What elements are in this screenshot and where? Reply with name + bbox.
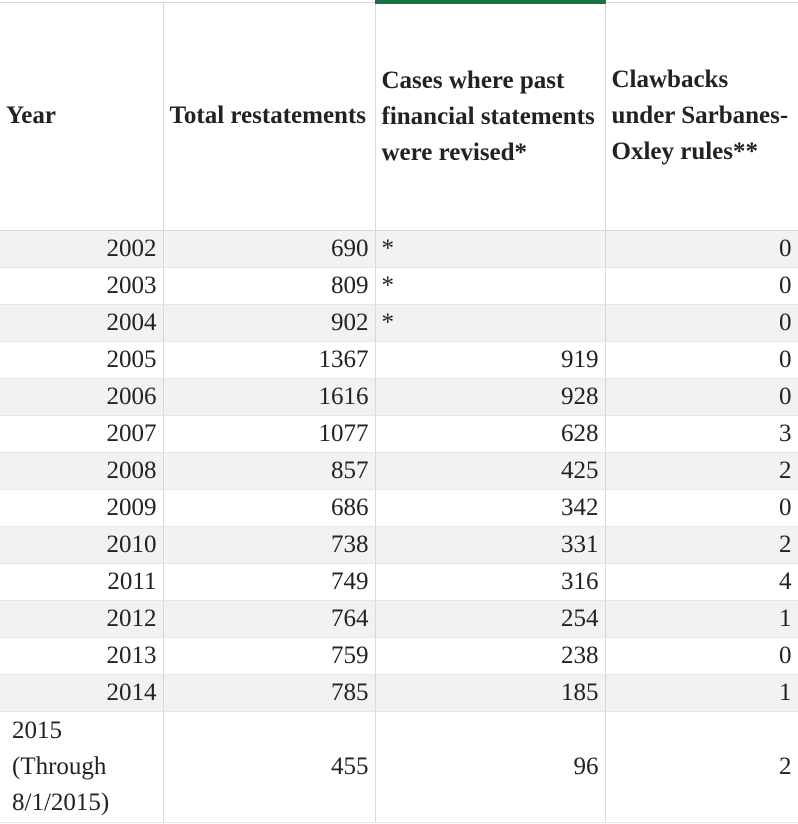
- cell-revised-cases[interactable]: 254: [375, 600, 605, 637]
- table-row: [0, 563, 798, 600]
- cell-year[interactable]: 2006: [0, 378, 163, 415]
- cell-clawbacks[interactable]: 0: [605, 489, 798, 526]
- table-row: [0, 341, 798, 378]
- cell-total-restatements[interactable]: 738: [163, 526, 375, 563]
- cell-clawbacks[interactable]: 0: [605, 230, 798, 267]
- cell-clawbacks[interactable]: 4: [605, 563, 798, 600]
- cell-total-restatements[interactable]: 1077: [163, 415, 375, 452]
- cell-year[interactable]: 2015 (Through 8/1/2015): [0, 711, 163, 822]
- cell-clawbacks[interactable]: 2: [605, 526, 798, 563]
- table-row: [0, 637, 798, 674]
- cell-year[interactable]: 2009: [0, 489, 163, 526]
- table-row: [0, 526, 798, 563]
- cell-total-restatements[interactable]: 902: [163, 304, 375, 341]
- cell-revised-cases[interactable]: 316: [375, 563, 605, 600]
- cell-revised-cases[interactable]: 628: [375, 415, 605, 452]
- cell-revised-cases[interactable]: *: [375, 230, 605, 267]
- cell-total-restatements[interactable]: 1367: [163, 341, 375, 378]
- table-row: [0, 489, 798, 526]
- cell-total-restatements[interactable]: 764: [163, 600, 375, 637]
- cell-year[interactable]: 2010: [0, 526, 163, 563]
- cell-revised-cases[interactable]: 919: [375, 341, 605, 378]
- cell-year[interactable]: 2013: [0, 637, 163, 674]
- cell-year[interactable]: 2002: [0, 230, 163, 267]
- cell-total-restatements[interactable]: 749: [163, 563, 375, 600]
- table-row: [0, 452, 798, 489]
- cell-total-restatements[interactable]: 1616: [163, 378, 375, 415]
- cell-year[interactable]: 2003: [0, 267, 163, 304]
- table-row: [0, 230, 798, 267]
- cell-total-restatements[interactable]: 686: [163, 489, 375, 526]
- cell-total-restatements[interactable]: 455: [163, 711, 375, 822]
- cell-clawbacks[interactable]: 1: [605, 674, 798, 711]
- header-revised-cases[interactable]: Cases where past financial statements were revised*: [375, 2, 605, 230]
- cell-total-restatements[interactable]: 857: [163, 452, 375, 489]
- header-total-restatements[interactable]: Total restatements: [163, 2, 375, 230]
- cell-revised-cases[interactable]: *: [375, 267, 605, 304]
- cell-revised-cases[interactable]: 96: [375, 711, 605, 822]
- header-year[interactable]: Year: [0, 2, 163, 230]
- table-row: [0, 711, 798, 822]
- header-row: [0, 2, 798, 230]
- header-clawbacks[interactable]: Clawbacks under Sarbanes-Oxley rules**: [605, 2, 798, 230]
- cell-revised-cases[interactable]: *: [375, 304, 605, 341]
- cell-total-restatements[interactable]: 759: [163, 637, 375, 674]
- table-row: [0, 304, 798, 341]
- cell-total-restatements[interactable]: 809: [163, 267, 375, 304]
- table-row: [0, 674, 798, 711]
- table-body: [0, 230, 798, 822]
- cell-clawbacks[interactable]: 0: [605, 304, 798, 341]
- cell-total-restatements[interactable]: 785: [163, 674, 375, 711]
- cell-year[interactable]: 2008: [0, 452, 163, 489]
- cell-total-restatements[interactable]: 690: [163, 230, 375, 267]
- cell-year[interactable]: 2007: [0, 415, 163, 452]
- cell-clawbacks[interactable]: 0: [605, 378, 798, 415]
- cell-revised-cases[interactable]: 425: [375, 452, 605, 489]
- cell-year[interactable]: 2011: [0, 563, 163, 600]
- cell-year[interactable]: 2012: [0, 600, 163, 637]
- table-row: [0, 600, 798, 637]
- cell-year[interactable]: 2014: [0, 674, 163, 711]
- cell-clawbacks[interactable]: 1: [605, 600, 798, 637]
- cell-clawbacks[interactable]: 0: [605, 341, 798, 378]
- cell-clawbacks[interactable]: 0: [605, 267, 798, 304]
- cell-year[interactable]: 2005: [0, 341, 163, 378]
- table-row: [0, 378, 798, 415]
- cell-revised-cases[interactable]: 331: [375, 526, 605, 563]
- cell-clawbacks[interactable]: 2: [605, 452, 798, 489]
- cell-revised-cases[interactable]: 342: [375, 489, 605, 526]
- cell-year[interactable]: 2004: [0, 304, 163, 341]
- cell-revised-cases[interactable]: 185: [375, 674, 605, 711]
- table-row: [0, 267, 798, 304]
- cell-clawbacks[interactable]: 2: [605, 711, 798, 822]
- cell-revised-cases[interactable]: 238: [375, 637, 605, 674]
- table-row: [0, 415, 798, 452]
- cell-clawbacks[interactable]: 3: [605, 415, 798, 452]
- cell-clawbacks[interactable]: 0: [605, 637, 798, 674]
- cell-revised-cases[interactable]: 928: [375, 378, 605, 415]
